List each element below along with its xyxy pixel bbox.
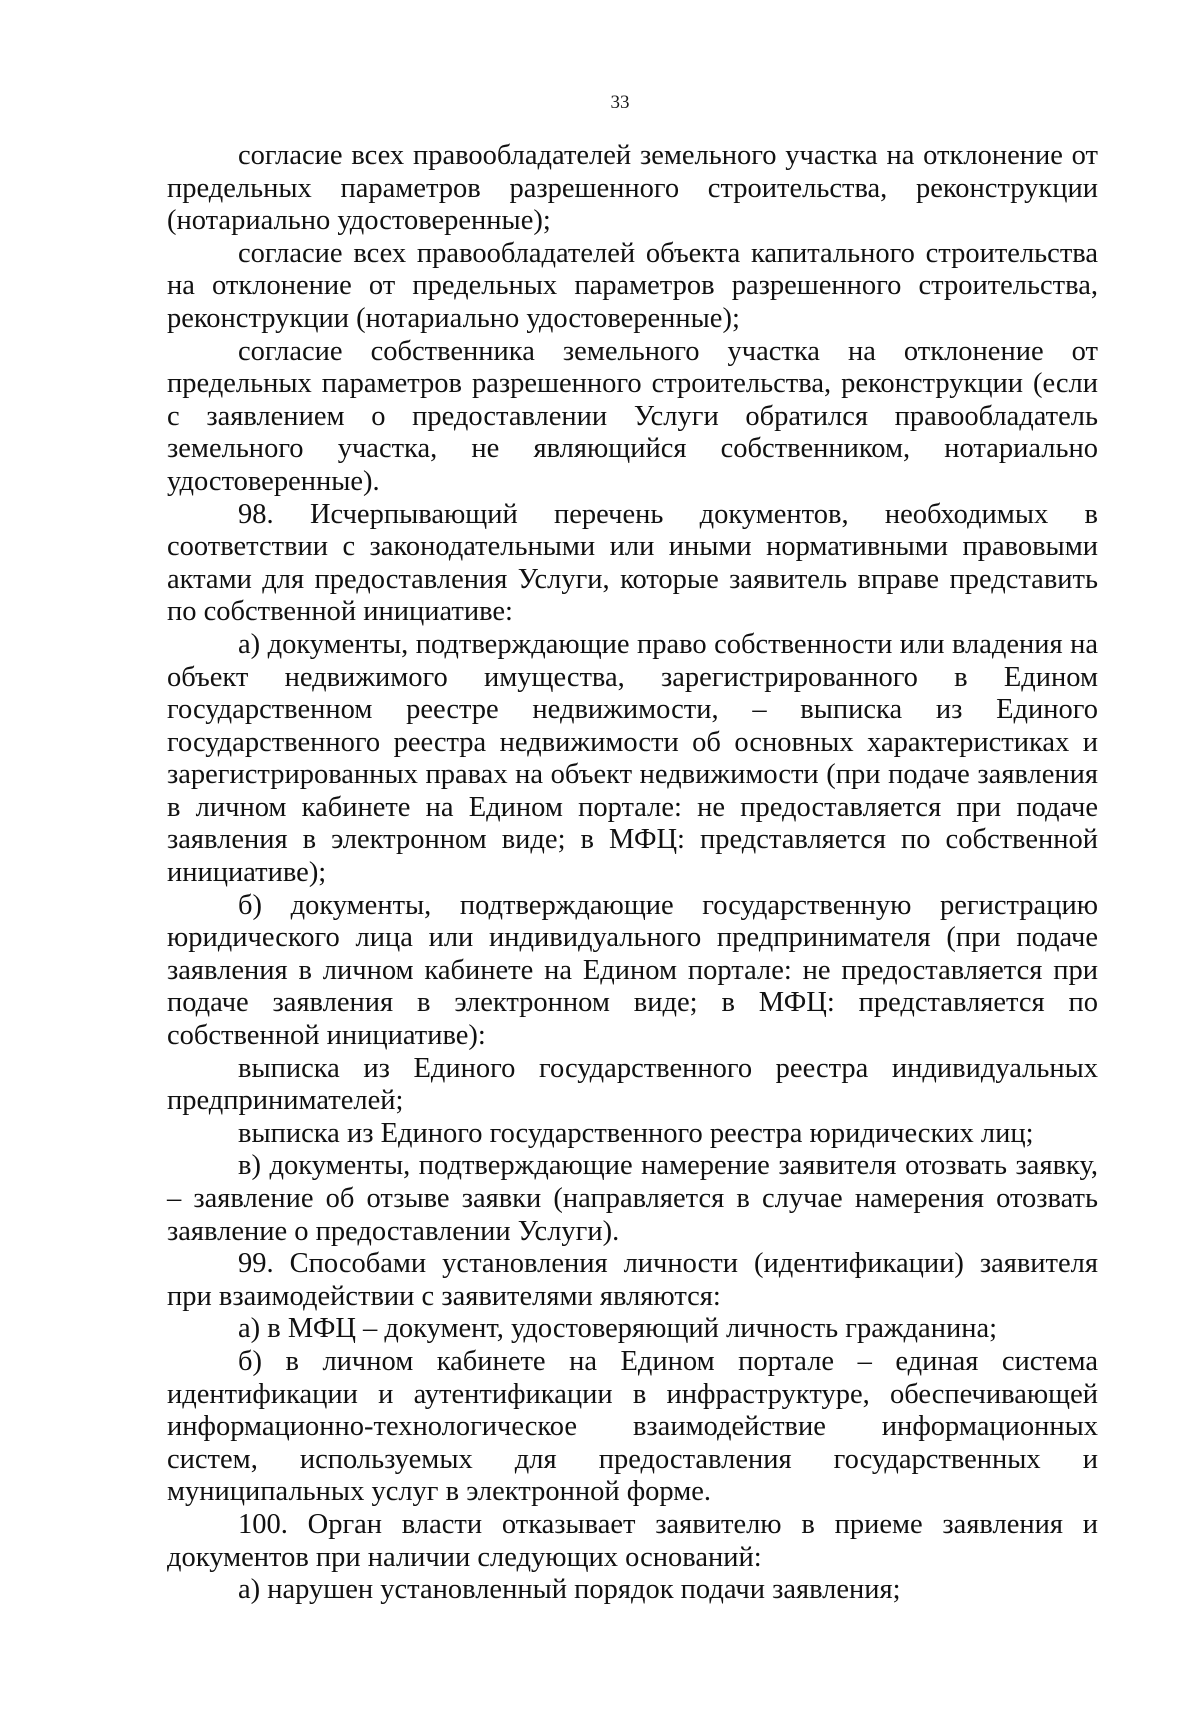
document-body — [167, 140, 1098, 1607]
paragraph-egrul-extract: выписка из Единого государственного реестра юридических лиц; — [238, 1117, 1034, 1149]
paragraph-98-v: в) документы, подтверждающие намерение заявителя отозвать заявку, – заявление об отзыве заявки (направляется в случае намерения отозвать заявление о предоставлении Услуги). — [167, 1150, 1098, 1247]
paragraph-egrip-extract: выписка из Единого государственного реестра индивидуальных предпринимателей; — [167, 1052, 1098, 1117]
paragraph-100-a: а) нарушен установленный порядок подачи заявления; — [238, 1574, 901, 1606]
paragraph-consent-land-owner: согласие собственника земельного участка на отклонение от предельных параметров разрешенного строительства, реконструкции (если с заявлением о предоставлении Услуги обратился правообладатель земельного участка, не являющийся собственником, нотариально удостоверенные). — [167, 335, 1098, 497]
paragraph-99-b: б) в личном кабинете на Едином портале – единая система идентификации и аутентификации в инфраструктуре, обеспечивающей информационно-технологическое взаимодействие информационных систем, используемых для предоставления государственных и муниципальных услуг в электронной форме. — [167, 1345, 1098, 1508]
paragraph-item-98: 98. Исчерпывающий перечень документов, необходимых в соответствии с законодательными или иными нормативными правовыми актами для предоставления Услуги, которые заявитель вправе представить по собственной инициативе: — [167, 498, 1098, 628]
paragraph-98-a: а) документы, подтверждающие право собственности или владения на объект недвижимого имущества, зарегистрированного в Едином государственном реестре недвижимости, – выписка из Единого государственного реестра недвижимости об основных характеристиках и зарегистрированных правах на объект недвижимости (при подаче заявления в личном кабинете на Едином портале: не предоставляется при подаче заявления в электронном виде; в МФЦ: представляется по собственной инициативе); — [167, 628, 1098, 889]
paragraph-consent-land-holders: согласие всех правообладателей земельного участка на отклонение от предельных параметров разрешенного строительства, реконструкции (нотариально удостоверенные); — [167, 140, 1098, 237]
paragraph-item-100: 100. Орган власти отказывает заявителю в приеме заявления и документов при наличии следующих оснований: — [167, 1508, 1098, 1573]
paragraph-item-99: 99. Способами установления личности (идентификации) заявителя при взаимодействии с заявителями являются: — [167, 1248, 1098, 1312]
paragraph-99-a: а) в МФЦ – документ, удостоверяющий личность гражданина; — [238, 1313, 998, 1345]
paragraph-consent-building-holders: согласие всех правообладателей объекта капитального строительства на отклонение от предельных параметров разрешенного строительства, реконструкции (нотариально удостоверенные); — [167, 237, 1098, 334]
page-number: 33 — [610, 92, 630, 113]
paragraph-98-b: б) документы, подтверждающие государственную регистрацию юридического лица или индивидуального предпринимателя (при подаче заявления в личном кабинете на Едином портале: не предоставляется при подаче заявления в электронном виде; в МФЦ: представляется по собственной инициативе): — [167, 889, 1098, 1052]
